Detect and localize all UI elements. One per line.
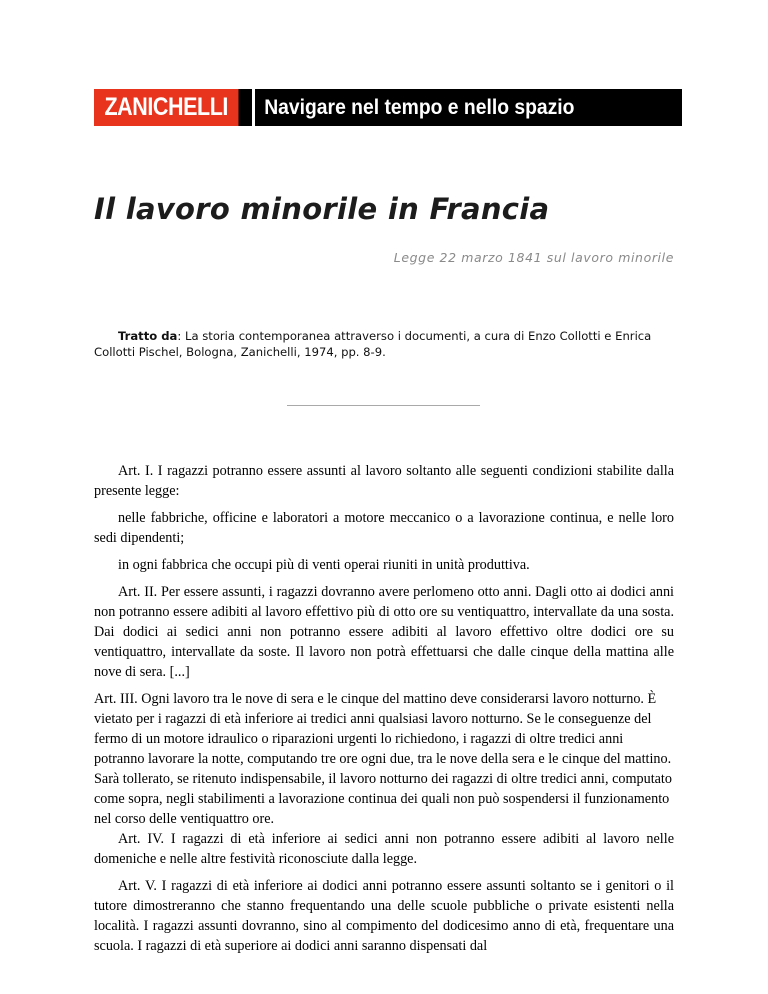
paragraph-art-1: Art. I. I ragazzi potranno essere assunti al lavoro soltanto alle seguenti condizioni stabilite dalla presente legge: xyxy=(94,463,674,499)
source-text: : La storia contemporanea attraverso i documenti, a cura di Enzo Collotti e Enrica Collotti Pischel, Bologna, Zanichelli, 1974, pp. 8-9. xyxy=(94,329,652,359)
paragraph-art-2: Art. II. Per essere assunti, i ragazzi dovranno avere perlomeno otto anni. Dagli otto ai dodici anni non potranno essere adibiti al lavoro effettivo più di otto ore su ventiquattro, intervallate da una sosta. Dai dodici ai sedici anni non potranno essere adibiti al lavoro effettivo oltre dodici ore su ventiquattro, intervallate da soste. Il lavoro non potrà effettuarsi che dalle cinque della mattina alle nove di sera. [...] xyxy=(94,584,674,680)
paragraph-art-1-item-2: in ogni fabbrica che occupi più di venti operai riuniti in unità produttiva. xyxy=(118,557,530,573)
header-tagline: Navigare nel tempo e nello spazio xyxy=(264,95,575,119)
paragraph-art-4: Art. IV. I ragazzi di età inferiore ai sedici anni non potranno essere adibiti al lavoro nelle domeniche e nelle altre festività riconosciute dalla legge. xyxy=(94,831,674,867)
source-citation xyxy=(94,329,684,360)
paragraph-art-5: Art. V. I ragazzi di età inferiore ai dodici anni potranno essere assunti soltanto se i genitori o il tutore dimostreranno che stanno frequentando una delle scuole pubbliche o private esistenti nella località. I ragazzi assunti dovranno, sino al compimento del dodicesimo anno di età, frequentare una scuola. I ragazzi di età superiore ai dodici anni saranno dispensati dal xyxy=(94,878,674,954)
source-label: Tratto da xyxy=(118,329,178,343)
zanichelli-logo: ZANICHELLI xyxy=(94,89,238,126)
paragraph-art-1-item-1: nelle fabbriche, officine e laboratori a motore meccanico o a lavorazione continua, e nelle loro sedi dipendenti; xyxy=(94,510,674,546)
document-body xyxy=(94,461,674,963)
page-title: Il lavoro minorile in Francia xyxy=(94,192,550,226)
paragraph-art-3: Art. III. Ogni lavoro tra le nove di sera e le cinque del mattino deve considerarsi lavoro notturno. È vietato per i ragazzi di età inferiore ai tredici anni qualsiasi lavoro notturno. Se le conseguenze del fermo di un motore idraulico o riparazioni urgenti lo richiedono, i ragazzi di oltre tredici anni potranno lavorare la notte, computando tre ore ogni due, tra le nove della sera e le cinque del mattino. Sarà tollerato, se ritenuto indispensabile, il lavoro notturno dei ragazzi di oltre tredici anni, computato come sopra, negli stabilimenti a lavorazione continua dei quali non può sospendersi il funzionamento nel corso delle ventiquattro ore. xyxy=(94,691,672,827)
section-divider xyxy=(287,405,480,406)
page-subtitle: Legge 22 marzo 1841 sul lavoro minorile xyxy=(393,250,674,265)
header-banner xyxy=(94,89,682,126)
